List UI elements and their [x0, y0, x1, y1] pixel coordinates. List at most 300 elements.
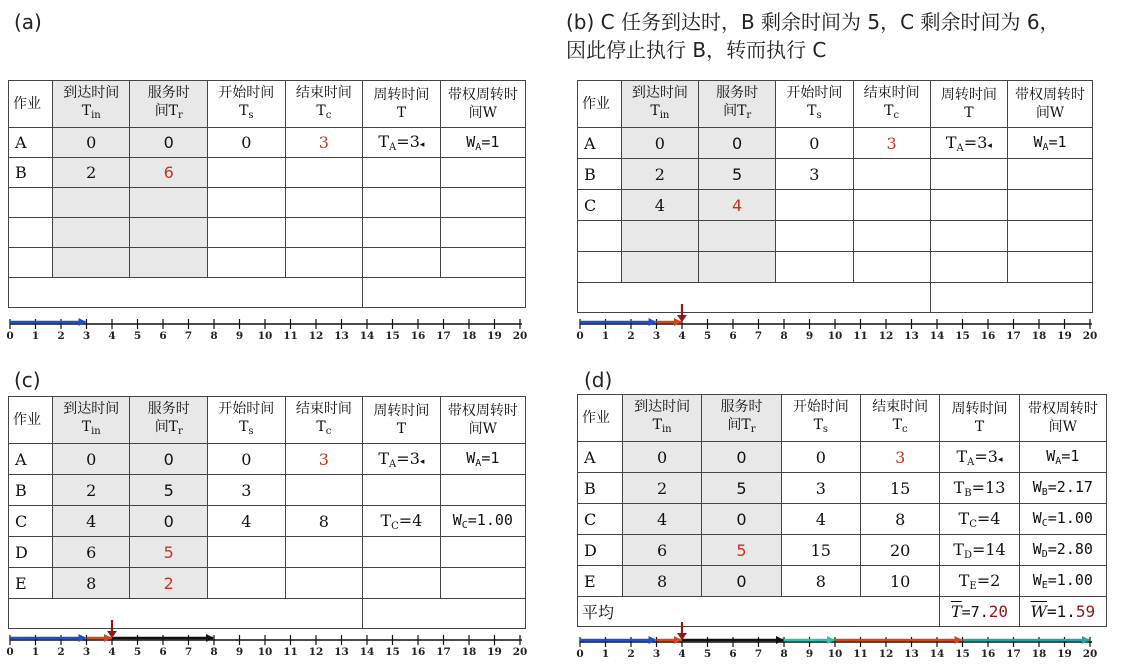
cell-symbol: T: [956, 446, 968, 466]
cell-value: 4: [241, 511, 252, 531]
average-t-symbol: $\overline{T}$: [950, 602, 962, 621]
cell-value: =1.00: [467, 511, 513, 529]
cell-value: 0: [86, 449, 97, 469]
header-line: 间T: [723, 102, 747, 119]
cell-value: =1.00: [1047, 509, 1093, 527]
header-line: T: [964, 105, 974, 121]
table-cell: [363, 506, 441, 537]
table-row: [578, 252, 1093, 283]
table-cell: [702, 566, 781, 597]
axis-tick-label: 2: [627, 330, 635, 342]
cell-value: 3: [809, 164, 820, 184]
cell-symbol: W: [1032, 509, 1042, 527]
table-cell: [440, 444, 525, 475]
axis-tick-label: 18: [1031, 330, 1047, 342]
header-line: 结束时间: [295, 400, 352, 417]
axis-tick-label: 17: [436, 330, 451, 342]
cell-subscript: A: [1042, 142, 1049, 153]
axis-tick-label: 12: [308, 330, 324, 342]
axis-tick-label: 2: [627, 648, 635, 660]
cell-symbol: T: [953, 539, 964, 559]
table-cell: [52, 248, 130, 278]
header-subscript: in: [91, 109, 101, 121]
cell-symbol: W: [466, 449, 476, 467]
cell-value: A: [15, 449, 27, 469]
table-cell: [130, 444, 208, 475]
table-cell: [578, 442, 623, 473]
header-line: 间W: [468, 421, 498, 437]
header-line: 作业: [13, 96, 41, 112]
cell-value: 3: [241, 480, 252, 500]
cell-subscript: D: [963, 549, 972, 561]
table-cell: [363, 568, 441, 599]
cell-subscript: E: [969, 580, 977, 592]
header-line: T: [396, 421, 407, 437]
column-header: [208, 397, 286, 444]
axis-tick-label: 19: [487, 330, 502, 342]
header-subscript: c: [325, 109, 332, 121]
table-cell: [853, 221, 930, 252]
panel-c-label: (c): [14, 368, 41, 392]
axis-tick-label: 5: [703, 648, 712, 660]
cell-subscript: A: [967, 456, 975, 468]
cell-value: 8: [657, 571, 668, 591]
table-cell: [1019, 473, 1106, 504]
table-cell: [363, 248, 441, 278]
header-subscript: s: [816, 109, 822, 121]
cell-symbol: W: [1046, 447, 1056, 465]
axis-tick-label: 20: [512, 646, 528, 658]
column-header: [440, 397, 525, 444]
column-header: [440, 81, 525, 128]
header-line: T: [807, 102, 817, 119]
cell-value: 0: [163, 449, 174, 469]
cell-value: =4: [976, 508, 1001, 528]
cell-value: 0: [736, 447, 747, 467]
header-line: T: [316, 418, 326, 435]
average-t-value: 20: [988, 602, 1009, 621]
axis-tick-label: 12: [878, 330, 894, 342]
cell-value: E: [15, 573, 27, 593]
column-header: [853, 81, 930, 128]
axis-tick-label: 2: [57, 330, 65, 342]
table-cell: [702, 535, 781, 566]
panel-d-label: (d): [584, 368, 613, 392]
table-cell: [440, 158, 525, 188]
axis-tick-label: 15: [955, 648, 970, 660]
axis-tick-label: 4: [108, 646, 116, 658]
header-subscript: r: [746, 109, 752, 121]
table-cell: [363, 475, 441, 506]
table-cell: [776, 159, 853, 190]
axis-tick-label: 9: [805, 648, 814, 660]
axis-tick-label: 19: [487, 646, 502, 658]
table-row: [578, 473, 1107, 504]
header-line: T: [652, 416, 662, 433]
axis-tick-label: 9: [235, 330, 244, 342]
axis-tick-label: 7: [184, 330, 193, 342]
cell-subscript: D: [1041, 549, 1048, 560]
axis-tick-label: 14: [929, 330, 945, 342]
header-line: 周转时间: [373, 403, 430, 419]
table-cell: [130, 248, 208, 278]
cell-value: 8: [895, 509, 906, 529]
table-cell: [578, 221, 622, 252]
average-t-eq: =7.: [961, 603, 989, 621]
table-row: [9, 568, 526, 599]
table-cell: [853, 190, 930, 221]
table-cell: [699, 159, 776, 190]
table-cell: [363, 158, 441, 188]
axis-tick-label: 11: [853, 330, 868, 342]
header-subscript: c: [893, 109, 900, 121]
cell-symbol: T: [953, 477, 965, 497]
header-line: 作业: [582, 410, 610, 426]
column-header: [9, 397, 53, 444]
header-line: T: [892, 416, 903, 433]
table-cell: [130, 506, 208, 537]
cell-value: =2: [976, 570, 1001, 590]
table-cell: [285, 537, 363, 568]
axis-tick-label: 6: [159, 330, 167, 342]
axis-tick-label: 5: [703, 330, 712, 342]
table-cell: [52, 568, 130, 599]
header-subscript: r: [750, 423, 756, 435]
table-cell: [930, 190, 1007, 221]
schedule-table-a: [8, 80, 526, 308]
table-cell: [860, 504, 939, 535]
cell-subscript: A: [1055, 456, 1062, 467]
cell-subscript: B: [964, 487, 972, 499]
cell-value: =3: [963, 132, 988, 152]
cell-value: 5: [163, 542, 174, 562]
cell-symbol: T: [378, 448, 390, 468]
average-label-text: 平均: [582, 603, 615, 622]
table-cell: [930, 128, 1007, 159]
table-cell: [860, 566, 939, 597]
cell-value: =13: [971, 477, 1006, 497]
table-cell: [208, 506, 286, 537]
table-cell: [9, 158, 53, 188]
table-cell: [363, 128, 441, 158]
axis-tick-label: 10: [257, 646, 273, 658]
cell-subscript: C: [461, 520, 468, 531]
table-row: [9, 188, 526, 218]
table-cell: [578, 535, 623, 566]
cell-value: 0: [732, 133, 743, 153]
table-cell: [208, 444, 286, 475]
column-header: [285, 397, 363, 444]
header-subscript: s: [248, 109, 254, 121]
table-cell: [440, 537, 525, 568]
cursor-icon: ◂: [987, 140, 992, 151]
axis-tick-label: 9: [235, 646, 244, 658]
table-cell: [130, 537, 208, 568]
table-cell: [285, 188, 363, 218]
header-line: 结束时间: [863, 84, 920, 101]
cell-value: =14: [971, 539, 1006, 559]
header-line: T: [81, 102, 92, 119]
cursor-icon: ◂: [997, 454, 1003, 465]
cell-value: 2: [657, 478, 668, 498]
cell-value: =1.00: [1047, 571, 1093, 589]
cell-value: =3: [396, 132, 420, 151]
cell-value: 0: [241, 449, 252, 469]
header-line: T: [81, 418, 92, 435]
cell-value: =4: [398, 510, 423, 530]
cell-value: 2: [86, 480, 97, 500]
table-cell: [285, 506, 363, 537]
axis-tick-label: 20: [1082, 330, 1098, 342]
table-cell: [52, 506, 130, 537]
table-cell: [440, 248, 525, 278]
header-line: 间T: [154, 418, 179, 435]
column-header: [622, 395, 701, 442]
table-cell: [9, 506, 53, 537]
axis-tick-label: 8: [210, 330, 218, 342]
table-cell: [1019, 504, 1106, 535]
table-cell: [1008, 252, 1093, 283]
table-cell: [781, 535, 860, 566]
cell-value: 2: [654, 164, 665, 184]
axis-tick-label: 3: [652, 648, 661, 660]
axis-tick-label: 19: [1057, 330, 1072, 342]
table-cell: [52, 537, 130, 568]
table-cell: [781, 504, 860, 535]
schedule-table-b: [577, 80, 1093, 313]
header-line: 服务时: [147, 84, 190, 101]
table-cell: [578, 128, 622, 159]
cell-value: 15: [810, 540, 831, 560]
axis-tick-label: 0: [6, 646, 14, 658]
cell-value: E: [584, 571, 596, 591]
axis-tick-label: 15: [385, 330, 400, 342]
table-cell: [622, 504, 701, 535]
table-row: [9, 158, 526, 188]
table-cell: [130, 158, 208, 188]
table-cell: [285, 128, 363, 158]
header-line: 开始时间: [218, 400, 275, 417]
axis-tick-label: 7: [754, 330, 763, 342]
cell-value: 0: [163, 133, 174, 152]
table-cell: [622, 442, 701, 473]
cell-symbol: T: [958, 570, 970, 590]
table-row: [9, 218, 526, 248]
cell-value: =3: [396, 448, 420, 468]
cell-subscript: A: [389, 142, 397, 153]
cell-value: B: [15, 480, 27, 500]
header-line: T: [650, 102, 660, 119]
axis-tick-label: 4: [678, 330, 686, 342]
column-header: [930, 81, 1007, 128]
header-subscript: r: [178, 109, 183, 121]
table-cell: [860, 535, 939, 566]
table-row: [578, 535, 1107, 566]
header-subscript: in: [661, 423, 672, 435]
table-row: [9, 444, 526, 475]
schedule-table-d: [577, 394, 1107, 627]
table-cell: [1019, 442, 1106, 473]
axis-tick-label: 18: [1031, 648, 1047, 660]
table-cell: [440, 568, 525, 599]
header-line: 带权周转时: [1027, 401, 1098, 417]
cell-value: =1: [1048, 133, 1067, 151]
column-header: [208, 81, 286, 128]
column-header: [578, 81, 622, 128]
table-cell: [285, 158, 363, 188]
cell-value: 15: [889, 478, 911, 498]
table-cell: [52, 218, 130, 248]
timeline-d: [578, 622, 1098, 658]
average-w-eq: =1.: [1046, 602, 1076, 621]
table-cell: [9, 475, 53, 506]
axis-tick-label: 20: [1082, 648, 1098, 660]
table-cell: [363, 537, 441, 568]
footer-cell: [363, 278, 526, 308]
header-line: T: [974, 419, 985, 435]
axis-tick-label: 18: [461, 330, 477, 342]
header-subscript: c: [902, 423, 908, 435]
cell-value: 0: [241, 133, 252, 152]
axis-tick-label: 4: [108, 330, 116, 342]
axis-tick-label: 8: [210, 646, 218, 658]
table-cell: [781, 566, 860, 597]
table-cell: [208, 128, 286, 158]
column-header: [285, 81, 363, 128]
header-line: 带权周转时: [1015, 87, 1085, 103]
column-header: [699, 81, 776, 128]
column-header: [52, 397, 130, 444]
axis-tick-label: 17: [436, 646, 451, 658]
table-cell: [702, 442, 781, 473]
axis-tick-label: 2: [57, 646, 65, 658]
axis-tick-label: 6: [729, 648, 737, 660]
table-cell: [940, 473, 1019, 504]
table-cell: [9, 128, 53, 158]
axis-tick-label: 1: [31, 646, 40, 658]
header-line: 服务时: [716, 84, 759, 101]
table-cell: [130, 188, 208, 218]
header-line: 作业: [13, 412, 41, 428]
cell-value: A: [584, 447, 596, 467]
header-line: T: [884, 102, 894, 119]
table-cell: [130, 218, 208, 248]
table-cell: [853, 252, 930, 283]
cell-symbol: W: [452, 511, 462, 529]
cell-value: 8: [86, 573, 97, 593]
axis-tick-label: 15: [955, 330, 970, 342]
cell-subscript: C: [391, 520, 399, 532]
table-cell: [776, 128, 853, 159]
table-row: [9, 128, 526, 158]
axis-tick-label: 11: [853, 648, 868, 660]
table-cell: [9, 568, 53, 599]
table-cell: [853, 128, 930, 159]
header-line: 周转时间: [951, 401, 1008, 417]
table-cell: [208, 248, 286, 278]
table-cell: [699, 252, 776, 283]
table-cell: [621, 190, 698, 221]
cell-symbol: T: [378, 132, 390, 151]
header-line: 到达时间: [63, 400, 120, 417]
header-line: 带权周转时: [447, 87, 518, 103]
table-cell: [622, 566, 701, 597]
axis-tick-label: 0: [576, 648, 584, 660]
table-cell: [363, 218, 441, 248]
cell-value: C: [15, 511, 28, 531]
header-subscript: in: [659, 109, 670, 121]
cell-value: =2.80: [1047, 540, 1093, 558]
table-cell: [702, 504, 781, 535]
cell-subscript: C: [1041, 518, 1048, 529]
table-cell: [940, 504, 1019, 535]
column-header: [52, 81, 130, 128]
column-header: [363, 397, 441, 444]
cell-subscript: A: [389, 458, 397, 470]
header-subscript: in: [91, 425, 101, 437]
axis-tick-label: 3: [82, 646, 91, 658]
table-cell: [578, 504, 623, 535]
table-cell: [940, 566, 1019, 597]
table-cell: [285, 248, 363, 278]
axis-tick-label: 19: [1057, 648, 1072, 660]
timeline-b: [578, 304, 1098, 340]
cell-value: B: [15, 163, 27, 182]
axis-tick-label: 9: [805, 330, 814, 342]
table-cell: [52, 188, 130, 218]
cursor-icon: ◂: [419, 456, 425, 467]
header-line: 间W: [1035, 105, 1065, 121]
header-line: 间W: [1048, 419, 1078, 435]
table-cell: [776, 221, 853, 252]
table-cell: [578, 159, 622, 190]
axis-tick-label: 10: [827, 648, 843, 660]
cell-symbol: T: [380, 510, 392, 530]
table-cell: [699, 221, 776, 252]
table-cell: [52, 158, 130, 188]
table-cell: [130, 128, 208, 158]
axis-tick-label: 17: [1006, 648, 1021, 660]
axis-tick-label: 13: [904, 330, 919, 342]
axis-tick-label: 6: [159, 646, 167, 658]
axis-tick-label: 5: [133, 330, 142, 342]
cell-value: =1: [481, 449, 500, 467]
cell-value: 0: [86, 133, 97, 152]
header-line: 周转时间: [373, 87, 430, 103]
axis-tick-label: 8: [780, 330, 788, 342]
cell-value: 8: [815, 571, 826, 591]
axis-tick-label: 7: [754, 648, 763, 660]
header-subscript: c: [325, 425, 332, 437]
table-cell: [285, 568, 363, 599]
table-cell: [621, 128, 698, 159]
header-line: 到达时间: [631, 84, 688, 101]
table-row: [578, 221, 1093, 252]
average-w-symbol: $\overline{W}$: [1030, 602, 1047, 621]
table-cell: [702, 473, 781, 504]
table-cell: [52, 444, 130, 475]
cell-value: 3: [815, 478, 826, 498]
header-line: T: [813, 416, 823, 433]
cell-value: 4: [815, 509, 826, 529]
cell-value: 2: [86, 163, 97, 182]
header-subscript: r: [178, 425, 183, 437]
cell-value: 2: [163, 573, 174, 593]
table-cell: [578, 252, 622, 283]
axis-tick-label: 20: [512, 330, 528, 342]
cell-value: 5: [732, 164, 743, 184]
table-cell: [208, 475, 286, 506]
